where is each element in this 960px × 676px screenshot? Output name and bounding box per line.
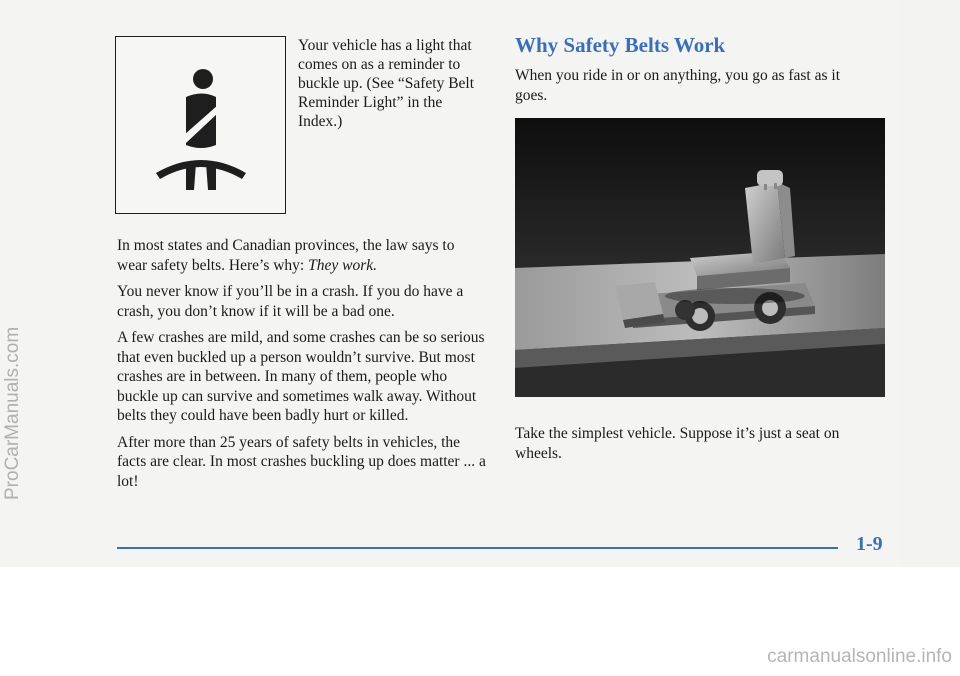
paragraph-crash-severity: A few crashes are mild, and some crashes can be so serious that even buckled up a person wouldn’t survive. But most crashes are in between. In many of them, people who buckle up can survive and sometimes walk away. Without belts they could have been badly hurt or killed.	[117, 329, 485, 424]
footer-rule	[117, 547, 838, 549]
left-watermark-text: ProCarManuals.com	[2, 326, 23, 500]
reminder-text: Your vehicle has a light that comes on as a reminder to buckle up. (See “Safety Belt Reminder Light” in the Index.)	[298, 37, 475, 130]
paragraph-law	[117, 236, 487, 275]
paragraph-law-emphasis: They work.	[308, 256, 377, 274]
seatbelt-reminder-icon-box	[115, 36, 286, 214]
illustration-caption: Take the simplest vehicle. Suppose it’s just a seat on wheels.	[515, 425, 840, 462]
paragraph-conclusion: After more than 25 years of safety belts in vehicles, the facts are clear. In most crashes buckling up does matter ... a lot!	[117, 433, 486, 490]
section-heading: Why Safety Belts Work	[515, 33, 726, 57]
left-watermark	[0, 0, 30, 500]
paragraph-law-text: In most states and Canadian provinces, the law says to wear safety belts. Here’s why:	[117, 237, 455, 274]
left-column	[117, 236, 487, 498]
section-intro: When you ride in or on anything, you go as fast as it goes.	[515, 67, 841, 104]
bottom-watermark: carmanualsonline.info	[767, 646, 952, 667]
seat-on-wheels-illustration	[515, 118, 885, 397]
page-number: 1-9	[856, 533, 883, 555]
paragraph-crash-unknown: You never know if you’ll be in a crash. If you do have a crash, you don’t know if it will be a bad one.	[117, 283, 464, 320]
seatbelt-icon	[156, 65, 246, 190]
seat-on-wheels-drawing	[515, 118, 885, 397]
